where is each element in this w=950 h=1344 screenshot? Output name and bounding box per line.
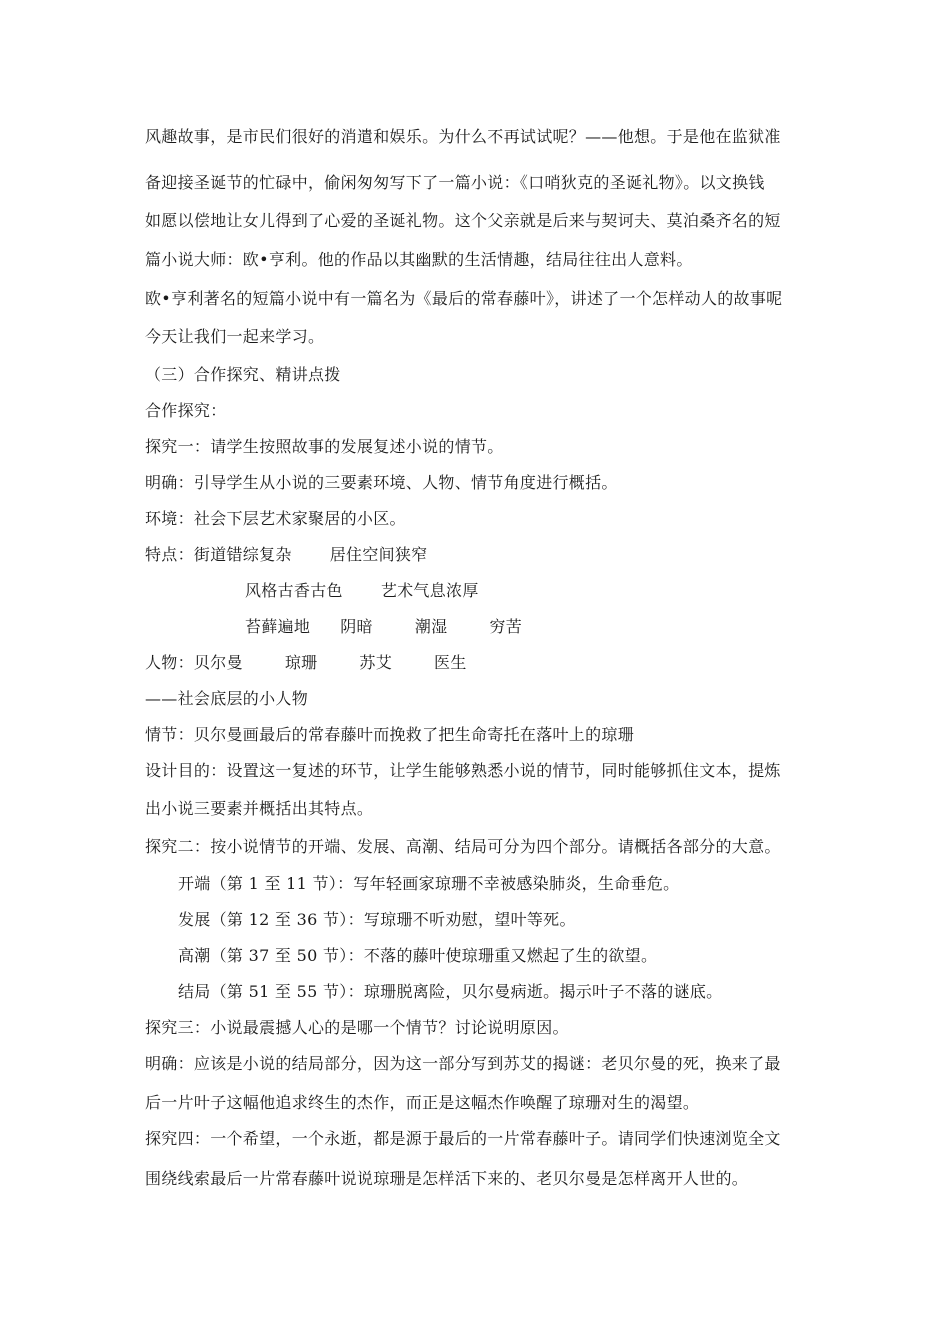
feature-item: 阴暗: [340, 617, 373, 636]
feature-item: 穷苦: [489, 617, 523, 636]
plot-part: 结局（第 51 至 55 节）：琼珊脱离险，贝尔曼病逝。揭示叶子不落的谜底。: [178, 982, 723, 1001]
features-row: [145, 544, 428, 566]
feature-item: 居住空间狭窄: [329, 545, 428, 564]
paragraph-line: 探究三：小说最震撼人心的是哪一个情节？讨论说明原因。: [145, 1018, 569, 1037]
features-row: [245, 616, 522, 638]
paragraph-line: 欧•亨利著名的短篇小说中有一篇名为《最后的常春藤叶》，讲述了一个怎样动人的故事呢: [145, 289, 783, 308]
character-name: 琼珊: [284, 653, 318, 672]
paragraph-line: 围绕线索最后一片常春藤叶说说琼珊是怎样活下来的、老贝尔曼是怎样离开人世的。: [145, 1169, 749, 1188]
paragraph-line: 出小说三要素并概括出其特点。: [145, 799, 374, 818]
section-heading: （三）合作探究、精讲点拨: [145, 365, 341, 384]
character-name: 医生: [434, 653, 467, 672]
paragraph-line: 明确：引导学生从小说的三要素环境、人物、情节角度进行概括。: [145, 473, 618, 492]
character-name: 贝尔曼: [193, 653, 243, 672]
plot-part: 开端（第 1 至 11 节）：写年轻画家琼珊不幸被感染肺炎，生命垂危。: [178, 874, 680, 893]
features-label: 特点：: [145, 545, 194, 564]
paragraph-line: 探究一：请学生按照故事的发展复述小说的情节。: [145, 437, 504, 456]
paragraph-line: 环境：社会下层艺术家聚居的小区。: [145, 509, 406, 528]
paragraph-line: 设计目的：设置这一复述的环节，让学生能够熟悉小说的情节，同时能够抓住文本，提炼: [145, 761, 781, 780]
paragraph-line: 今天让我们一起来学习。: [145, 327, 325, 346]
feature-item: 潮湿: [414, 617, 448, 636]
character-name: 苏艾: [359, 653, 393, 672]
feature-item: 艺术气息浓厚: [380, 581, 479, 600]
paragraph-line: 篇小说大师：欧•亨利。他的作品以其幽默的生活情趣，结局往往出人意料。: [145, 250, 693, 269]
paragraph-line: 明确：应该是小说的结局部分，因为这一部分写到苏艾的揭谜：老贝尔曼的死，换来了最: [145, 1054, 781, 1073]
paragraph-line: 情节：贝尔曼画最后的常春藤叶而挽救了把生命寄托在落叶上的琼珊: [145, 725, 635, 744]
paragraph-line: 后一片叶子这幅他追求终生的杰作，而正是这幅杰作唤醒了琼珊对生的渴望。: [145, 1093, 700, 1112]
features-row: [245, 580, 479, 602]
paragraph-line: 探究四：一个希望，一个永逝，都是源于最后的一片常春藤叶子。请同学们快速浏览全文: [145, 1129, 781, 1148]
plot-part: 发展（第 12 至 36 节）：写琼珊不听劝慰，望叶等死。: [178, 910, 576, 929]
plot-part: 高潮（第 37 至 50 节）：不落的藤叶使琼珊重又燃起了生的欲望。: [178, 946, 658, 965]
paragraph-line: 备迎接圣诞节的忙碌中，偷闲匆匆写下了一篇小说：《口哨狄克的圣诞礼物》。以文换钱: [145, 173, 765, 192]
feature-item: 苔藓遍地: [245, 617, 311, 636]
characters-label: 人物：: [145, 653, 194, 672]
feature-item: 风格古香古色: [245, 581, 343, 600]
paragraph-line: ——社会底层的小人物: [145, 689, 309, 708]
feature-item: 街道错综复杂: [193, 545, 292, 564]
subheading: 合作探究：: [145, 401, 227, 420]
paragraph-line: 探究二：按小说情节的开端、发展、高潮、结局可分为四个部分。请概括各部分的大意。: [145, 837, 781, 856]
characters-row: [145, 652, 467, 674]
paragraph-line: 如愿以偿地让女儿得到了心爱的圣诞礼物。这个父亲就是后来与契诃夫、莫泊桑齐名的短: [145, 211, 781, 230]
paragraph-line: 风趣故事，是市民们很好的消遣和娱乐。为什么不再试试呢？——他想。于是他在监狱准: [145, 127, 781, 146]
